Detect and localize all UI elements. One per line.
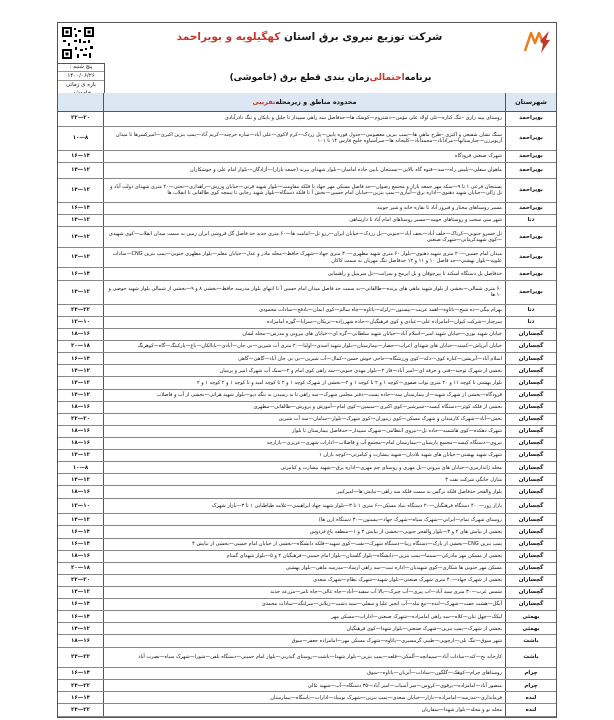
row-city: گچساران [518, 540, 544, 547]
row-area [104, 414, 506, 425]
row-area [104, 499, 506, 514]
table-row [58, 365, 556, 377]
row-time: ۱۴—۱۲ [58, 227, 104, 247]
row-city: چرام [524, 670, 538, 677]
row-time: ۲۴—۲۲ [58, 648, 104, 668]
row-area-text: فرودگاه—بخشی از شهرک شهید—از بیمارستان سه—جاده پست—دفتر مجلس شهرک—سه راهی تا به رسیدن به تنگه دیو—بلوار شهید هراتی—بخشی از آب و فاضلاب [156, 391, 502, 398]
table-row [58, 127, 556, 151]
row-area-text: محله نو و محله—بلوار شهدا—سفاریان [421, 706, 502, 713]
row-area-text: روستای شهرک تمام—ایرانی—شهرک سیاه—شهرک جهاد—بیستون—۳۰ دستگاه (زن ها) [318, 516, 502, 523]
row-area-text: بخشی از شهرک توحید—فنی و حرفه ای—امیر آباد—فاز ۲—بلوار مهدی جنوبی—سه راهی کوی امام و ۲—سبک آب شهرک امیر و پرسان [219, 367, 502, 374]
row-time: ۱۴—۱۲ [58, 450, 104, 461]
table-row [58, 438, 556, 450]
row-city: باشت [523, 637, 539, 644]
row-area [104, 635, 506, 646]
row-city: گچساران [518, 452, 544, 459]
table-row [58, 163, 556, 179]
row-time: ۱۶—۱۴ [58, 539, 104, 550]
row-area-text: بلوار بهشتی تا کوچه ۱۱ و ۲۰ متری نواب صفوی—کوچه ۱ و ۲ تا کوچه ۱ و ۲—بخشی از شهرک کوچه ۱ و ۲ تا کوچه امید و تا کوچه ۱ و ۲ کوچه ۱ و ۲ [196, 379, 502, 386]
row-time: ۱۸—۱۶ [58, 438, 104, 449]
row-area-text: منازل خانگی شرکت نفت ۳ [445, 476, 502, 483]
row-area-text: بخشی از مسکن مهر مادرکی—سینما—پمپ بنزین—دانشگاه—بلوار گلستان—بلوار امام خمینی—فرهنگیان ۲ و ۵—بلوار شهدای گمنام [226, 552, 502, 559]
row-area [104, 127, 506, 150]
header-area [104, 93, 506, 111]
row-time: ۲۴—۲۲ [58, 704, 104, 715]
row-area [104, 514, 506, 525]
row-city: گچساران [518, 516, 544, 523]
qr-code-icon [61, 26, 95, 60]
program-title-highlight: احتمالی [369, 73, 405, 83]
row-time: ۱۴—۱۲ [58, 281, 104, 304]
row-city: دنا [527, 319, 535, 326]
date-value: ۱۴۰۰/۰۶/۲۶ [58, 72, 104, 81]
row-area-text: فرمانداری—مدرسه—امامزاده—بازار—خیابان سعدی—پمپ بنزین—شهرک نوبنیاد—ادارات—پاسگاه—بیمارستان [270, 694, 502, 701]
document-header [58, 23, 556, 64]
row-area-text: اسلام آباد—آبریشن—کناره کوی—دکه—کوی ورزشگاه—حاجی خوش حسن—کمال—آب شیرین—بی بی جان آباد—گاهی—گاهی [237, 355, 502, 362]
row-city: گچساران [518, 391, 544, 398]
row-area-text: بخشی از فلکه کوثر—دستگاه کیسه—شیرشیر—کوی اکبری—سیمین—کوی امام—آموزش و پرورش—طالقانی—مطهری [253, 404, 502, 410]
row-time: ۱۴—۱۲ [58, 474, 104, 485]
row-city: گچساران [518, 577, 544, 584]
row-area [104, 539, 506, 550]
table-row [58, 526, 556, 538]
row-area [104, 203, 506, 214]
row-area-text: نیروی—دستگاه کیسه—مجتمع پارسیان—بیمارستان امام—مجتمع آب و فاضلاب—ادارات شهری—عزیزی—بازارچه [266, 440, 502, 447]
table-row [58, 623, 556, 635]
row-city: بویراحمد [519, 270, 543, 277]
day-label: پنج شنبه : [58, 63, 104, 72]
row-area [104, 179, 506, 202]
row-city: گچساران [518, 476, 544, 483]
row-area-text: بهرام بیگی—ده شیخ—پاتاوه—اهمد غریب—بیستون—زلزله—پاتاوه—چاه سالم—کوی ایمان—بادفج—سادات محمودی [259, 307, 502, 314]
row-area-text: بازار روز—۴۰۰ دستگاه فرهنگیان—۲۰ دستگاه بنیاد مسکن—۶ متری ۱ تا ۳—بلوار شهید جهاد ابراهیمی—علامه طباطبایی ۱ تا ۳—بازار شهرک [212, 502, 502, 509]
row-time: ۱۸—۱۶ [58, 426, 104, 437]
table-row [58, 203, 556, 215]
company-name: شرکت توزیع نیروی برق استان [284, 31, 443, 43]
row-area [104, 377, 506, 388]
row-area-text: آبگل—هشت جفت—شهرک—لنده—تیغ نیله—آب انجیر علیا و سفلی—سید دشت—زیلایی—سرلنگه—سادات محمدی [261, 601, 502, 608]
time-range-label: بازه ی زمانی [66, 82, 96, 88]
row-time: ۱۶—۱۴ [58, 668, 104, 679]
row-area [104, 486, 506, 497]
row-city: گچساران [518, 355, 544, 362]
row-time: ۲۲—۲۰ [58, 575, 104, 586]
row-time: ۱۰—۸ [58, 462, 104, 473]
row-area-text: بخشی از شهرک جهاد—۴۰ متری شهرک صنعتی—بلوار شهید—شهرک نظام—شهرک سعدی [313, 577, 502, 584]
row-area-text: لیکک—چهل تنان—کلاه—سه راهی امامزاده—شهرک صنعتی—ادارات—مسکن مهر [331, 613, 502, 620]
row-area [104, 623, 506, 634]
row-area-text: خیابان آبریاش—کمیته—خیابان های شهدای اعراب—حصار—بیمارستان—بلوار شهید اسدی—اولیا—۲۰ متری آب شیرین—بی جان—آبادی—بابالکان—باغ—پارکینگ—گاه—کوهرنگ [137, 343, 502, 350]
table-row [58, 611, 556, 623]
row-time: ۱۲—۱۰ [58, 499, 104, 514]
row-area-text: سنگ نشان شفیعی و اکبری –طرح ماهی ها—پمپ بنزین معصومی—جدول قوره پایین—پل زردک—کرم لاکوی—علی آباد—ساره خرچنه—کریم آباد—پمپ بنزین اکبری—امیرکسرها تا میدان آریوبرزن—چنارستانها—مرادآباد—محمدآباد—کلیحانه ها—سرآسیاوه خلیج فارس ۱۴ تا ۱۰۱ [115, 131, 502, 145]
company-title [103, 31, 516, 43]
row-time: ۱۴—۱۲ [58, 623, 104, 634]
row-area-text: بلوار والفجر حدفاصل فلکه نرگس به سمت فلکه سه راهی—نیایش ها—امیرکبیر [336, 488, 502, 495]
row-area [104, 390, 506, 401]
row-city: گچساران [518, 528, 544, 535]
table-row [58, 281, 556, 305]
row-area-text: میدان امام حسین—۲۰ متری شهید دهنوی—بلوار ۶۰ متری شهید مطهری—۳۰ متری جهاد—شهرک حافظ—محله مادر و عدل—خیابان معلم—بلوار مطهری جنوبی—پمپ بنزین CNG—سادات علویه—بلوار بهشتی—جد فاصل ۱۰ و ۱۱ و ۱۲ حدفاصل تنگ مهریان به سمت کاکان [112, 251, 502, 264]
row-time: ۱۴—۱۲ [58, 179, 104, 202]
program-title [104, 63, 556, 94]
row-time: ۱۴—۱۲ [58, 377, 104, 388]
row-city: چرام [524, 682, 538, 689]
table-row [58, 692, 556, 704]
table-row [58, 486, 556, 498]
table-row [58, 539, 556, 551]
row-city: بویراحمد [519, 205, 543, 212]
table-row [58, 341, 556, 353]
row-time: ۱۰—۸ [58, 127, 104, 150]
table-row [58, 414, 556, 426]
row-time: ۱۶—۱۴ [58, 353, 104, 364]
row-city: گچساران [518, 589, 544, 596]
row-city: گچساران [518, 440, 544, 447]
table-row [58, 111, 556, 127]
row-area-text: مسیر روستاهای مختار و فیروز آباد تا نقاره خانه و شیر جوبنه [376, 205, 502, 212]
row-time: ۱۶—۱۴ [58, 268, 104, 279]
row-city: بویراحمد [519, 167, 543, 174]
row-area [104, 563, 506, 574]
row-time: ۱۸—۱۶ [58, 402, 104, 413]
row-city: لنده [525, 706, 537, 713]
row-area [104, 215, 506, 226]
row-time: ۲۰—۱۸ [58, 563, 104, 574]
row-area [104, 668, 506, 679]
table-row [58, 635, 556, 647]
row-area [104, 599, 506, 610]
table-header [58, 93, 556, 112]
table-row [58, 599, 556, 611]
row-area-text: ۶۰ متری شمالی—بخشی از بلوار شهید ماهی های پرنده—طالقانی—به سمت حد فاصل میدان امام حسین آ تا انتهای بلوار مدرسه حافظ—بخشی ۸ و ۹—بخشی از شمالی بلوار شهید حوضی و ۱۰ ها [108, 285, 502, 299]
row-area [104, 450, 506, 461]
row-area-text: مسکن مهر جنوبی ها شکاری—کوی شهیدیان—اداره ثبت—سه راهی ارشاد—مدرسه ماهی—بلوار بهشتی [285, 565, 502, 572]
row-city: گچساران [518, 464, 544, 471]
row-area [104, 365, 506, 376]
table-row [58, 551, 556, 563]
row-city: گچساران [518, 379, 544, 386]
row-area-text: بخشی از نیایش های ۲ و ۳—بلوار والفجر جنوبی—بخشی از نیایش ۳ و ۱—منطقه باغ فردوس [309, 528, 502, 535]
row-area [104, 680, 506, 691]
table-row [58, 499, 556, 515]
row-city: گچساران [518, 404, 544, 410]
table-row [58, 248, 556, 269]
row-area-text: کارخانه یخ—کته—سادات آباد—سیمانچه—آلمکی—قلعه—پمپ بنزین—بلوار شهدا—باشت—روستای گیدرنی—بلوار امام خمینی—دستگاه تلفن—شورا—شهرک سیاه—نصرت آباد [138, 654, 502, 661]
row-time: ۱۴—۱۲ [58, 365, 104, 376]
program-title-part1: برنامه [404, 73, 432, 83]
row-city: دنا [527, 307, 535, 314]
row-city: گچساران [518, 343, 544, 350]
row-area-text: منصور آباد—امامزاده—برقوی—کروس—سر آسیاب—امیر آباد—۳۵ دستگاه—آب—شهید عالی [307, 682, 502, 689]
row-area-text: شمس عرب—۳۰ متری سید آباد—اب پیری—آب چیرک—بالا آب سفید—آباد—چاه عالی—چاه تامر—مزرعه جدید [270, 589, 502, 596]
row-area [104, 329, 506, 340]
row-time: ۲۲—۲۰ [58, 414, 104, 425]
row-area-text: روستاهای چرام—کوهک—گلگون—سادات—آبزیان—پاتاوه—سوق [367, 670, 502, 677]
row-area [104, 317, 506, 328]
row-time: ۱۸—۱۶ [58, 329, 104, 340]
row-area [104, 526, 506, 537]
table-row [58, 450, 556, 462]
date-box [58, 63, 104, 97]
table-row [58, 353, 556, 365]
row-area [104, 551, 506, 562]
row-area [104, 163, 506, 178]
table-row [58, 668, 556, 680]
table-row [58, 563, 556, 575]
row-city: بویراحمد [519, 233, 543, 240]
row-area [104, 151, 506, 162]
header-time-cell [58, 93, 104, 111]
row-city: لنده [525, 694, 537, 701]
row-city: بهمئی [522, 625, 540, 632]
table-row [58, 317, 556, 329]
row-city: دنا [527, 217, 535, 224]
table-row [58, 575, 556, 587]
row-time: ۲۴—۲۲ [58, 680, 104, 691]
row-area [104, 353, 506, 364]
row-city: بویراحمد [519, 153, 543, 160]
header-area-label: محدوده مناطق و زیرمحله [275, 98, 357, 106]
row-time: ۱۴—۱۲ [58, 587, 104, 598]
table-row [58, 305, 556, 317]
row-time: ۱۶—۱۴ [58, 611, 104, 622]
row-city: بویراحمد [519, 254, 543, 261]
table-row [58, 151, 556, 163]
row-area-text: پمپ بنزین CNG—بخشی از پارک—دستگاه زیبا—دستگاه شهرک—نفت—کوی شهید—فلکه دانشگاه—بخشی از خیابان امام خمینی—بخشی از نیایش ۴ [192, 540, 502, 547]
row-city: گچساران [518, 367, 544, 374]
schedule-sheet [57, 22, 557, 718]
row-city: بویراحمد [519, 115, 543, 122]
row-area-text: شهرک صنعتی فرودگاه [454, 153, 502, 160]
row-area-text: شهرک دهکده—کوی هاشمیه—جاده تل—نیروی انتظامی—شهرک سپیدار—حدفاصل بیمارستان تا بلوار [292, 428, 502, 435]
row-area-text: تل خسرو جنوبی—کرتاک—خلف آباد—نجف آباد—جنوبی—پل زردک—خیابان ایران—رزو تل—امامت ها—۶۰ متری جدید حد فاصل گل فروشی ایران زمین به سمت میدان انقلاب—کوی شهیدی—کوی شهیدکرمانی—شهرک صنعتی [109, 230, 502, 244]
row-time: ۱۶—۱۴ [58, 599, 104, 610]
row-area-text: شهرک شهید بهشتی—خیابان های شهید بلادیان—شهید بیشارت و کیامرثی—کوچه باران ۱ [319, 452, 502, 459]
province-name: کهگیلویه و بویراحمد [176, 31, 281, 43]
row-time: ۱۴—۱۲ [58, 390, 104, 401]
row-area-text: بستنجان فرعی ۱ تا ۹—سکه مهر جمعه بازار و مجتمع رضوان—حد فاصل مسکن مهر جهاد تا فلکه مقاومت—بلوار شهید قرنی—خیابان ورزش—راهداری—تختی—۲۰ متری شهدای دولت آباد و تل زالی—خیابان شهید دهنوی—اداره برق—آبیاری—پمپ بنزین—خیابان امام حسین—بخش آ تا فلکه دستگاه—بلوار شهید رجایی تا تیمچه کوی طالقانی تا انقلاب ها [110, 183, 502, 197]
row-area [104, 248, 506, 268]
table-row [58, 215, 556, 227]
row-time: ۲۴—۲۲ [58, 305, 104, 316]
row-time: ۲۰—۱۸ [58, 341, 104, 352]
table-row [58, 390, 556, 402]
row-city: گچساران [518, 552, 544, 559]
row-area-text: خیابان شهید نوری—خیابان شهید امیر—اسلام آباد—خیابان شهید سلطانی—گره ای—خیابان های بیرونی و مدرس—محله لشان [242, 331, 502, 338]
row-city: گچساران [518, 565, 544, 572]
row-area [104, 227, 506, 247]
table-row [58, 377, 556, 389]
row-city: گچساران [518, 416, 544, 423]
program-title-part3: زمان بندی قطع برق (خاموشی) [229, 73, 370, 83]
table-row [58, 587, 556, 599]
row-time: ۱۴—۱۲ [58, 215, 104, 226]
table-row [58, 227, 556, 248]
row-area [104, 281, 506, 304]
table-row [58, 402, 556, 414]
table-row [58, 680, 556, 692]
table-row [58, 462, 556, 474]
table-row [58, 474, 556, 486]
row-time: ۱۶—۱۴ [58, 526, 104, 537]
row-time: ۱۶—۱۴ [58, 692, 104, 703]
row-area [104, 692, 506, 703]
table-row [58, 514, 556, 526]
row-area-text: سرچنار—شرکت کیوان—امامزاده علی—عبادی و کوی فرهنگیان—جاده شهرزاده—تریکان—سراپا—گوره امامزاده [266, 319, 502, 326]
row-city: بویراحمد [519, 288, 543, 295]
schedule-table-body [58, 111, 556, 717]
table-row [58, 268, 556, 280]
row-area-text: محله ژاندارمری—خیابان های بیرونی—پل مهری و روستای چم مهری—اداره برق—شهید بیشارت و کیامرثی [280, 464, 502, 471]
row-area [104, 587, 506, 598]
header-area-highlight: تقریبی [252, 98, 276, 106]
row-time: ۱۶—۱۴ [58, 151, 104, 162]
row-area-text: شهر سوق—تنگ بلی—ارچوبی—طیبی گرمسیری—پاتاوه—شهرک مسکن مهر—امامزاده جعفر—سوق [291, 637, 502, 644]
row-city: بویراحمد [519, 135, 543, 142]
row-time: ۲۲—۲۰ [58, 111, 104, 126]
row-time: ۱۸—۱۶ [58, 486, 104, 497]
row-area [104, 611, 506, 622]
row-area-text: حدفاصل پل دستگاه اسکند تا پیرچوقان و پل ایرمخ و سرانت—تل سرمیل و راهنمایی [327, 270, 502, 277]
table-row [58, 704, 556, 716]
row-area [104, 268, 506, 279]
row-city: گچساران [518, 428, 544, 435]
row-area [104, 648, 506, 668]
row-area [104, 575, 506, 586]
row-area [104, 704, 506, 715]
row-time: ۱۸—۱۶ [58, 635, 104, 646]
row-area [104, 438, 506, 449]
row-area [104, 474, 506, 485]
row-time: ۱۴—۱۲ [58, 248, 104, 268]
row-city: گچساران [518, 601, 544, 608]
row-area [104, 111, 506, 126]
row-area-text: شهر سی سخت و روستاهای حومه—مسیر روستاهای امام آباد تا دارشاهی [349, 217, 502, 224]
row-area [104, 305, 506, 316]
row-time: ۱۴—۱۲ [58, 163, 104, 178]
row-area-text: روستای پینه زاری –تنگ کناره—تلی اولاد علی مؤمن—دشتروم—کوشک ها—حدفاصل سه راهی سپیدار تا جلیل و بابکان و تنگ نادرآبادی [225, 115, 502, 122]
row-area-text: بخش—آباد—شهرک کارمندان و شهرک مسکن—کوی زنبوران—کوی شهرک—بلوار—سامان—سد آب شیرین [278, 416, 502, 423]
row-area-text: بخشی از شهرک—پمپ بنزین—شهرک صنعتی—بلوار شهدا—کوی فرهنگیان [346, 625, 502, 632]
row-city: بویراحمد [519, 187, 543, 194]
row-area [104, 462, 506, 473]
table-row [58, 179, 556, 203]
row-area [104, 341, 506, 352]
row-time: ۱۲—۱۰ [58, 317, 104, 328]
row-area-text: ماهوان سفلی—پلیس راه—سد—قنوه گاه بالایی—بستنجان پایین جاده امامیان—بلوار شهدای پیرنه (جمعه بازار)—آزادگان—بلوار امام علی و جوشکاران [190, 167, 502, 174]
table-row [58, 329, 556, 341]
row-time: ۱۸—۱۶ [58, 551, 104, 562]
row-area [104, 426, 506, 437]
row-city: گچساران [518, 331, 544, 338]
header-city: شهرستان [515, 98, 547, 106]
row-city: بهمئی [522, 613, 540, 620]
row-city: گچساران [518, 502, 544, 509]
table-row [58, 426, 556, 438]
row-time: ۱۶—۱۴ [58, 203, 104, 214]
row-city: گچساران [518, 488, 544, 495]
row-city: باشت [523, 654, 539, 661]
row-area [104, 402, 506, 413]
row-time: ۱۴—۱۲ [58, 514, 104, 525]
table-row [58, 648, 556, 669]
company-logo-icon [522, 27, 552, 57]
